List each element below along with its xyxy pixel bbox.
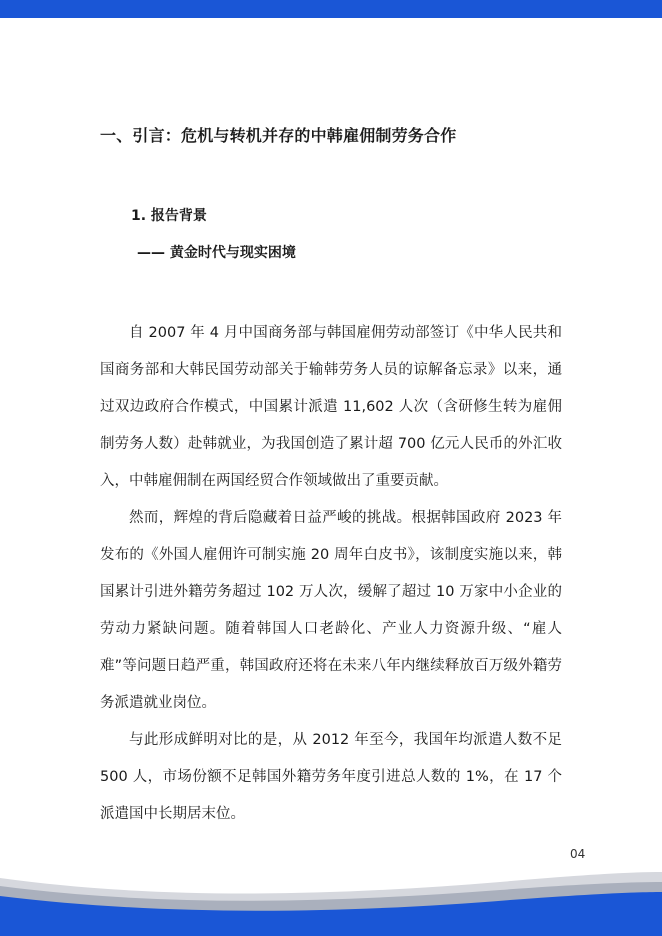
subsection-subheading: —— 黄金时代与现实困境 bbox=[137, 245, 296, 261]
paragraph-3: 与此形成鲜明对比的是，从 2012 年至今，我国年均派遣人数不足 500 人，市场份额不足韩国外籍劳务年度引进总人数的 1%，在 17 个派遣国中长期居末位。 bbox=[100, 732, 562, 822]
paragraph-1: 自 2007 年 4 月中国商务部与韩国雇佣劳动部签订《中华人民共和国商务部和大韩民国劳动部关于输韩劳务人员的谅解备忘录》以来，通过双边政府合作模式，中国累计派遣 11,602 人次（含研修生转为雇佣制劳务人数）赴韩就业，为我国创造了累计超 700 亿元人民币的外汇收入，中韩雇佣制在两国经贸合作领域做出了重要贡献。 bbox=[100, 325, 562, 489]
footer-wave-decoration bbox=[0, 860, 662, 936]
top-accent-bar bbox=[0, 0, 662, 18]
paragraph-2: 然而，辉煌的背后隐藏着日益严峻的挑战。根据韩国政府 2023 年发布的《外国人雇佣许可制实施 20 周年白皮书》，该制度实施以来，韩国累计引进外籍劳务超过 102 万人次，缓解了超过 10 万家中小企业的劳动力紧缺问题。随着韩国人口老龄化、产业人力资源升级、“雇人难”等问题日趋严重，韩国政府还将在未来八年内继续释放百万级外籍劳务派遣就业岗位。 bbox=[100, 510, 562, 711]
page-number: 04 bbox=[570, 847, 586, 861]
subsection-heading: 1. 报告背景 bbox=[131, 208, 207, 224]
section-title: 一、引言：危机与转机并存的中韩雇佣制劳务合作 bbox=[100, 126, 457, 145]
body-text bbox=[100, 315, 562, 833]
